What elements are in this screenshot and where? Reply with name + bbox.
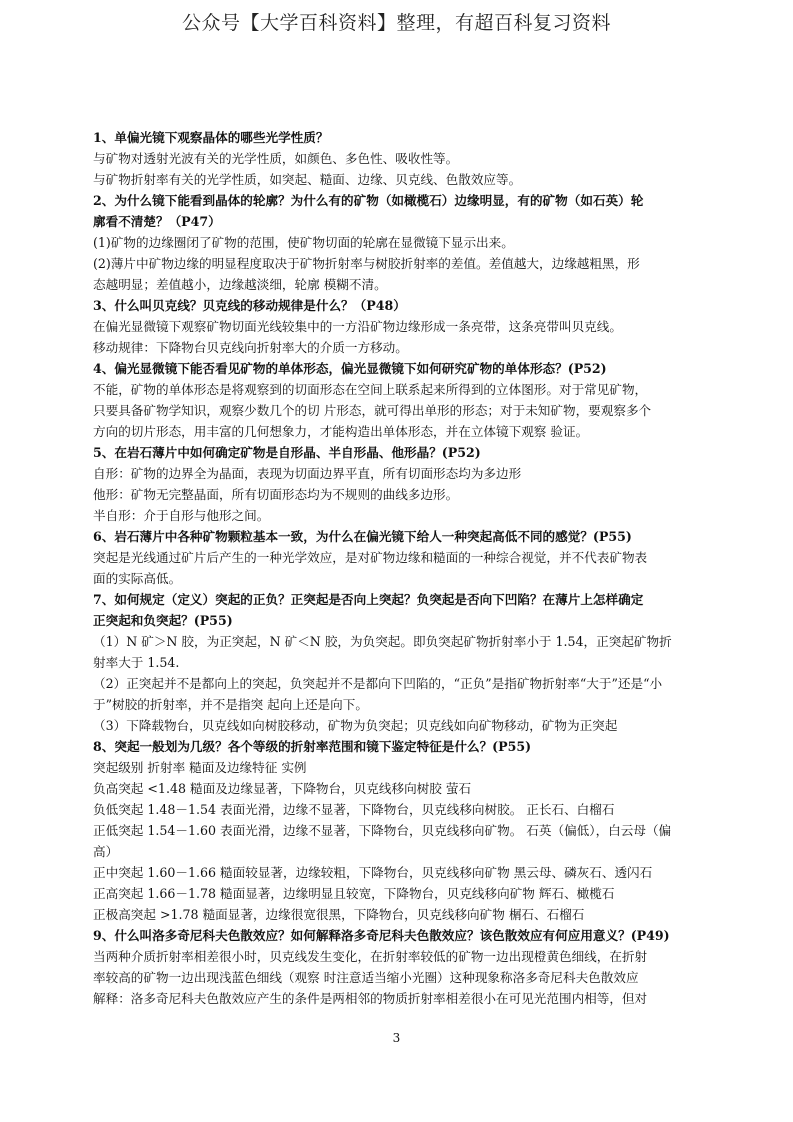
question-line: 廓看不清楚？（P47） (93, 214, 221, 229)
text-line: 正高突起 1.66－1.78 糙面显著，边缘明显且较宽，下降物台，贝克线移向矿物 辉石、橄榄石 (93, 886, 615, 901)
question-line: 2、为什么镜下能看到晶体的轮廓？为什么有的矿物（如橄榄石）边缘明显，有的矿物（如石英）轮 (93, 193, 644, 208)
text-line: (1)矿物的边缘圈闭了矿物的范围，使矿物切面的轮廓在显微镜下显示出来。 (93, 235, 514, 250)
text-line: （1）N 矿＞N 胶，为正突起，N 矿＜N 胶，为负突起。即负突起矿物折射率小于 1.54，正突起矿物折 (93, 634, 672, 649)
text-line: 他形：矿物无完整晶面，所有切面形态均为不规则的曲线多边形。 (93, 487, 459, 502)
text-line: 负高突起 <1.48 糙面及边缘显著，下降物台，贝克线移向树胶 萤石 (93, 781, 472, 796)
text-line: 态越明显；差值越小，边缘越淡细，轮廓 模糊不清。 (93, 277, 387, 292)
text-line: 与矿物折射率有关的光学性质，如突起、糙面、边缘、贝克线、色散效应等。 (93, 172, 522, 187)
document-body (93, 127, 715, 1009)
text-line: 射率大于 1.54. (93, 655, 180, 670)
text-line: 正中突起 1.60－1.66 糙面较显著，边缘较粗，下降物台，贝克线移向矿物 黑云母、磷灰石、透闪石 (93, 865, 653, 880)
text-line: （2）正突起并不是都向上的突起，负突起并不是都向下凹陷的，“正负”是指矿物折射率“大于”还是“小 (93, 676, 663, 691)
text-line: 于”树胶的折射率，并不是指突 起向上还是向下。 (93, 697, 368, 712)
text-line: 半自形：介于自形与他形之间。 (93, 508, 270, 523)
text-line: 只要具备矿物学知识，观察少数几个的切 片形态，就可得出单形的形态；对于未知矿物，要观察多个 (93, 403, 652, 418)
text-line: （3）下降载物台，贝克线如向树胶移动，矿物为负突起；贝克线如向矿物移动，矿物为正突起 (93, 718, 618, 733)
question-line: 8、突起一般划为几级？各个等级的折射率范围和镜下鉴定特征是什么？(P55) (93, 739, 532, 754)
text-line: 在偏光显微镜下观察矿物切面光线较集中的一方沿矿物边缘形成一条亮带，这条亮带叫贝克线。 (93, 319, 622, 334)
question-line: 7、如何规定（定义）突起的正负？正突起是否向上突起？负突起是否向下凹陷？在薄片上怎样确定 (93, 592, 644, 607)
text-line: 当两种介质折射率相差很小时，贝克线发生变化，在折射率较低的矿物一边出现橙黄色细线，在折射 (93, 949, 648, 964)
question-line: 正突起和负突起？(P55) (93, 613, 233, 628)
question-line: 6、岩石薄片中各种矿物颗粒基本一致，为什么在偏光镜下给人一种突起高低不同的感觉？(P55) (93, 529, 632, 544)
question-line: 9、什么叫洛多奇尼科夫色散效应？如何解释洛多奇尼科夫色散效应？该色散效应有何应用意义？(P49) (93, 928, 670, 943)
text-line: 突起是光线通过矿片后产生的一种光学效应，是对矿物边缘和糙面的一种综合视觉，并不代表矿物表 (93, 550, 648, 565)
page-number: 3 (392, 1031, 401, 1045)
text-line: 不能，矿物的单体形态是将观察到的切面形态在空间上联系起来所得到的立体图形。对于常见矿物， (93, 382, 648, 397)
text-line: 高） (93, 844, 119, 859)
text-line: 正极高突起 >1.78 糙面显著，边缘很宽很黑，下降物台，贝克线移向矿物 榍石、石榴石 (93, 907, 585, 922)
text-line: 突起级别 折射率 糙面及边缘特征 实例 (93, 760, 307, 775)
text-line: 率较高的矿物一边出现浅蓝色细线（观察 时注意适当缩小光圈）这种现象称洛多奇尼科夫色散效应 (93, 970, 639, 985)
question-line: 5、在岩石薄片中如何确定矿物是自形晶、半自形晶、他形晶？(P52) (93, 445, 481, 460)
text-line: 方向的切片形态，用丰富的几何想象力，才能构造出单体形态，并在立体镜下观察 验证。 (93, 424, 589, 439)
text-line: 负低突起 1.48－1.54 表面光滑，边缘不显著，下降物台，贝克线移向树胶。 正长石、白榴石 (93, 802, 615, 817)
text-line: 正低突起 1.54－1.60 表面光滑，边缘不显著，下降物台，贝克线移向矿物。 石英（偏低），白云母（偏 (93, 823, 672, 838)
text-line: 移动规律：下降物台贝克线向折射率大的介质一方移动。 (93, 340, 408, 355)
question-line: 4、偏光显微镜下能否看见矿物的单体形态，偏光显微镜下如何研究矿物的单体形态？(P52) (93, 361, 607, 376)
text-line: 与矿物对透射光波有关的光学性质，如颜色、多色性、吸收性等。 (93, 151, 459, 166)
text-line: (2)薄片中矿物边缘的明显程度取决于矿物折射率与树胶折射率的差值。差值越大，边缘越粗黑，形 (93, 256, 640, 271)
header-watermark: 公众号【大学百科资料】整理，有超百科复习资料 (181, 12, 611, 34)
text-line: 自形：矿物的边界全为晶面，表现为切面边界平直，所有切面形态均为多边形 (93, 466, 522, 481)
question-line: 1、单偏光镜下观察晶体的哪些光学性质？ (93, 130, 329, 145)
text-line: 解释：洛多奇尼科夫色散效应产生的条件是两相邻的物质折射率相差很小在可见光范围内相等，但对 (93, 991, 648, 1006)
question-line: 3、什么叫贝克线？贝克线的移动规律是什么？（P48） (93, 298, 406, 313)
text-line: 面的实际高低。 (93, 571, 182, 586)
